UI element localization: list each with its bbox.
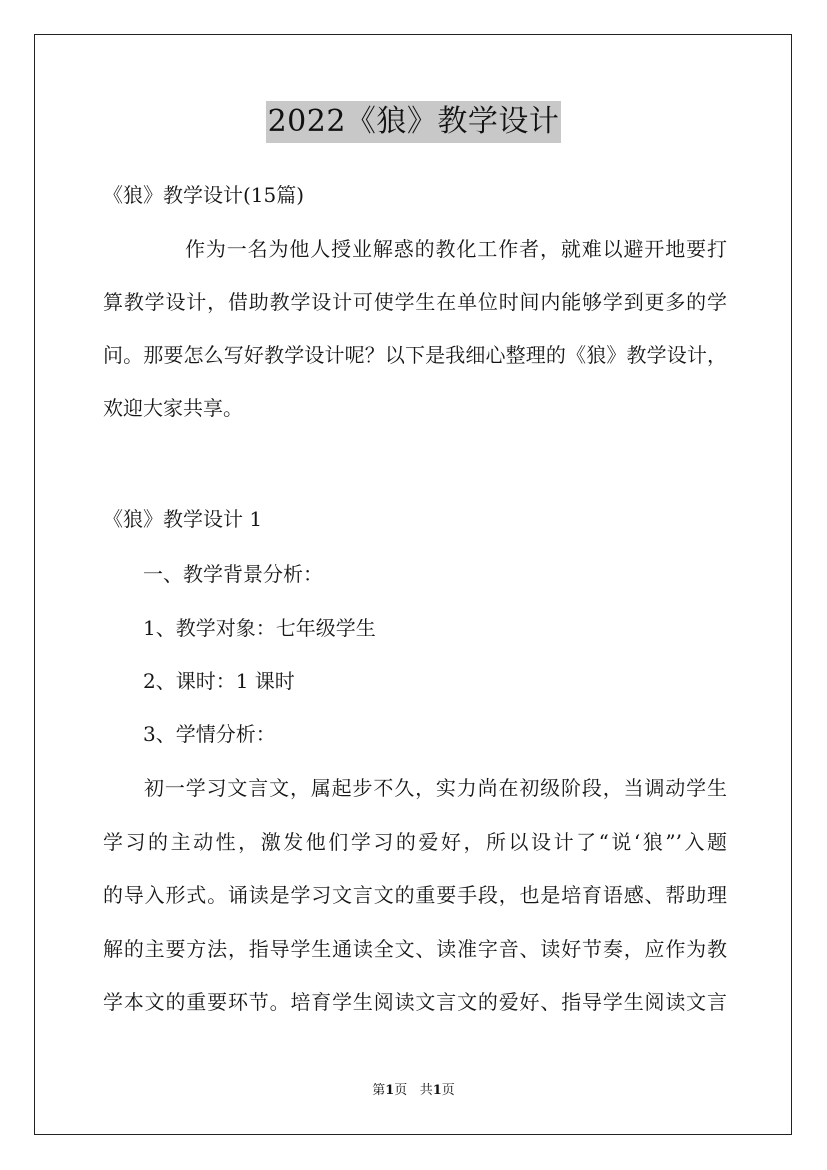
section-title: 《狼》教学设计 1 [103, 507, 263, 531]
body-line-5: 学本文的重要环节。培育学生阅读文言文的爱好、指导学生阅读文言 [103, 990, 727, 1014]
intro-line-4: 欢迎大家共享。 [103, 396, 243, 420]
intro-line-1: 作为一名为他人授业解惑的教化工作者，就难以避开地要打 [185, 237, 727, 261]
body-line-4: 解的主要方法，指导学生通读全文、读准字音、读好节奏，应作为教 [103, 937, 727, 961]
body-line-3: 的导入形式。诵读是学习文言文的重要手段，也是培育语感、帮助理 [103, 883, 727, 907]
body-line-2: 学习的主动性，激发他们学习的爱好，所以设计了“说‘狼”’入题 [103, 830, 727, 854]
list-item-background: 一、教学背景分析： [143, 562, 323, 586]
document-title: 2022《狼》教学设计 [266, 101, 562, 143]
body-line-1: 初一学习文言文，属起步不久，实力尚在初级阶段，当调动学生 [144, 776, 727, 800]
list-item-audience: 1、教学对象：七年级学生 [143, 616, 376, 640]
page-footer [0, 1082, 827, 1100]
document-subtitle: 《狼》教学设计(15篇) [103, 183, 305, 207]
title-wrap [0, 101, 827, 143]
footer-page-current: 1 [385, 1083, 395, 1098]
list-item-duration: 2、课时：1 课时 [143, 669, 295, 693]
footer-page-prefix: 第 [372, 1083, 386, 1098]
list-item-analysis: 3、学情分析： [143, 722, 276, 746]
intro-line-3: 问。那要怎么写好教学设计呢？以下是我细心整理的《狼》教学设计， [103, 343, 727, 367]
footer-page-suffix: 页 [441, 1083, 455, 1098]
intro-line-2: 算教学设计，借助教学设计可使学生在单位时间内能够学到更多的学 [103, 290, 727, 314]
footer-page-total: 1 [432, 1083, 442, 1098]
footer-page-mid: 页 共 [394, 1083, 433, 1098]
